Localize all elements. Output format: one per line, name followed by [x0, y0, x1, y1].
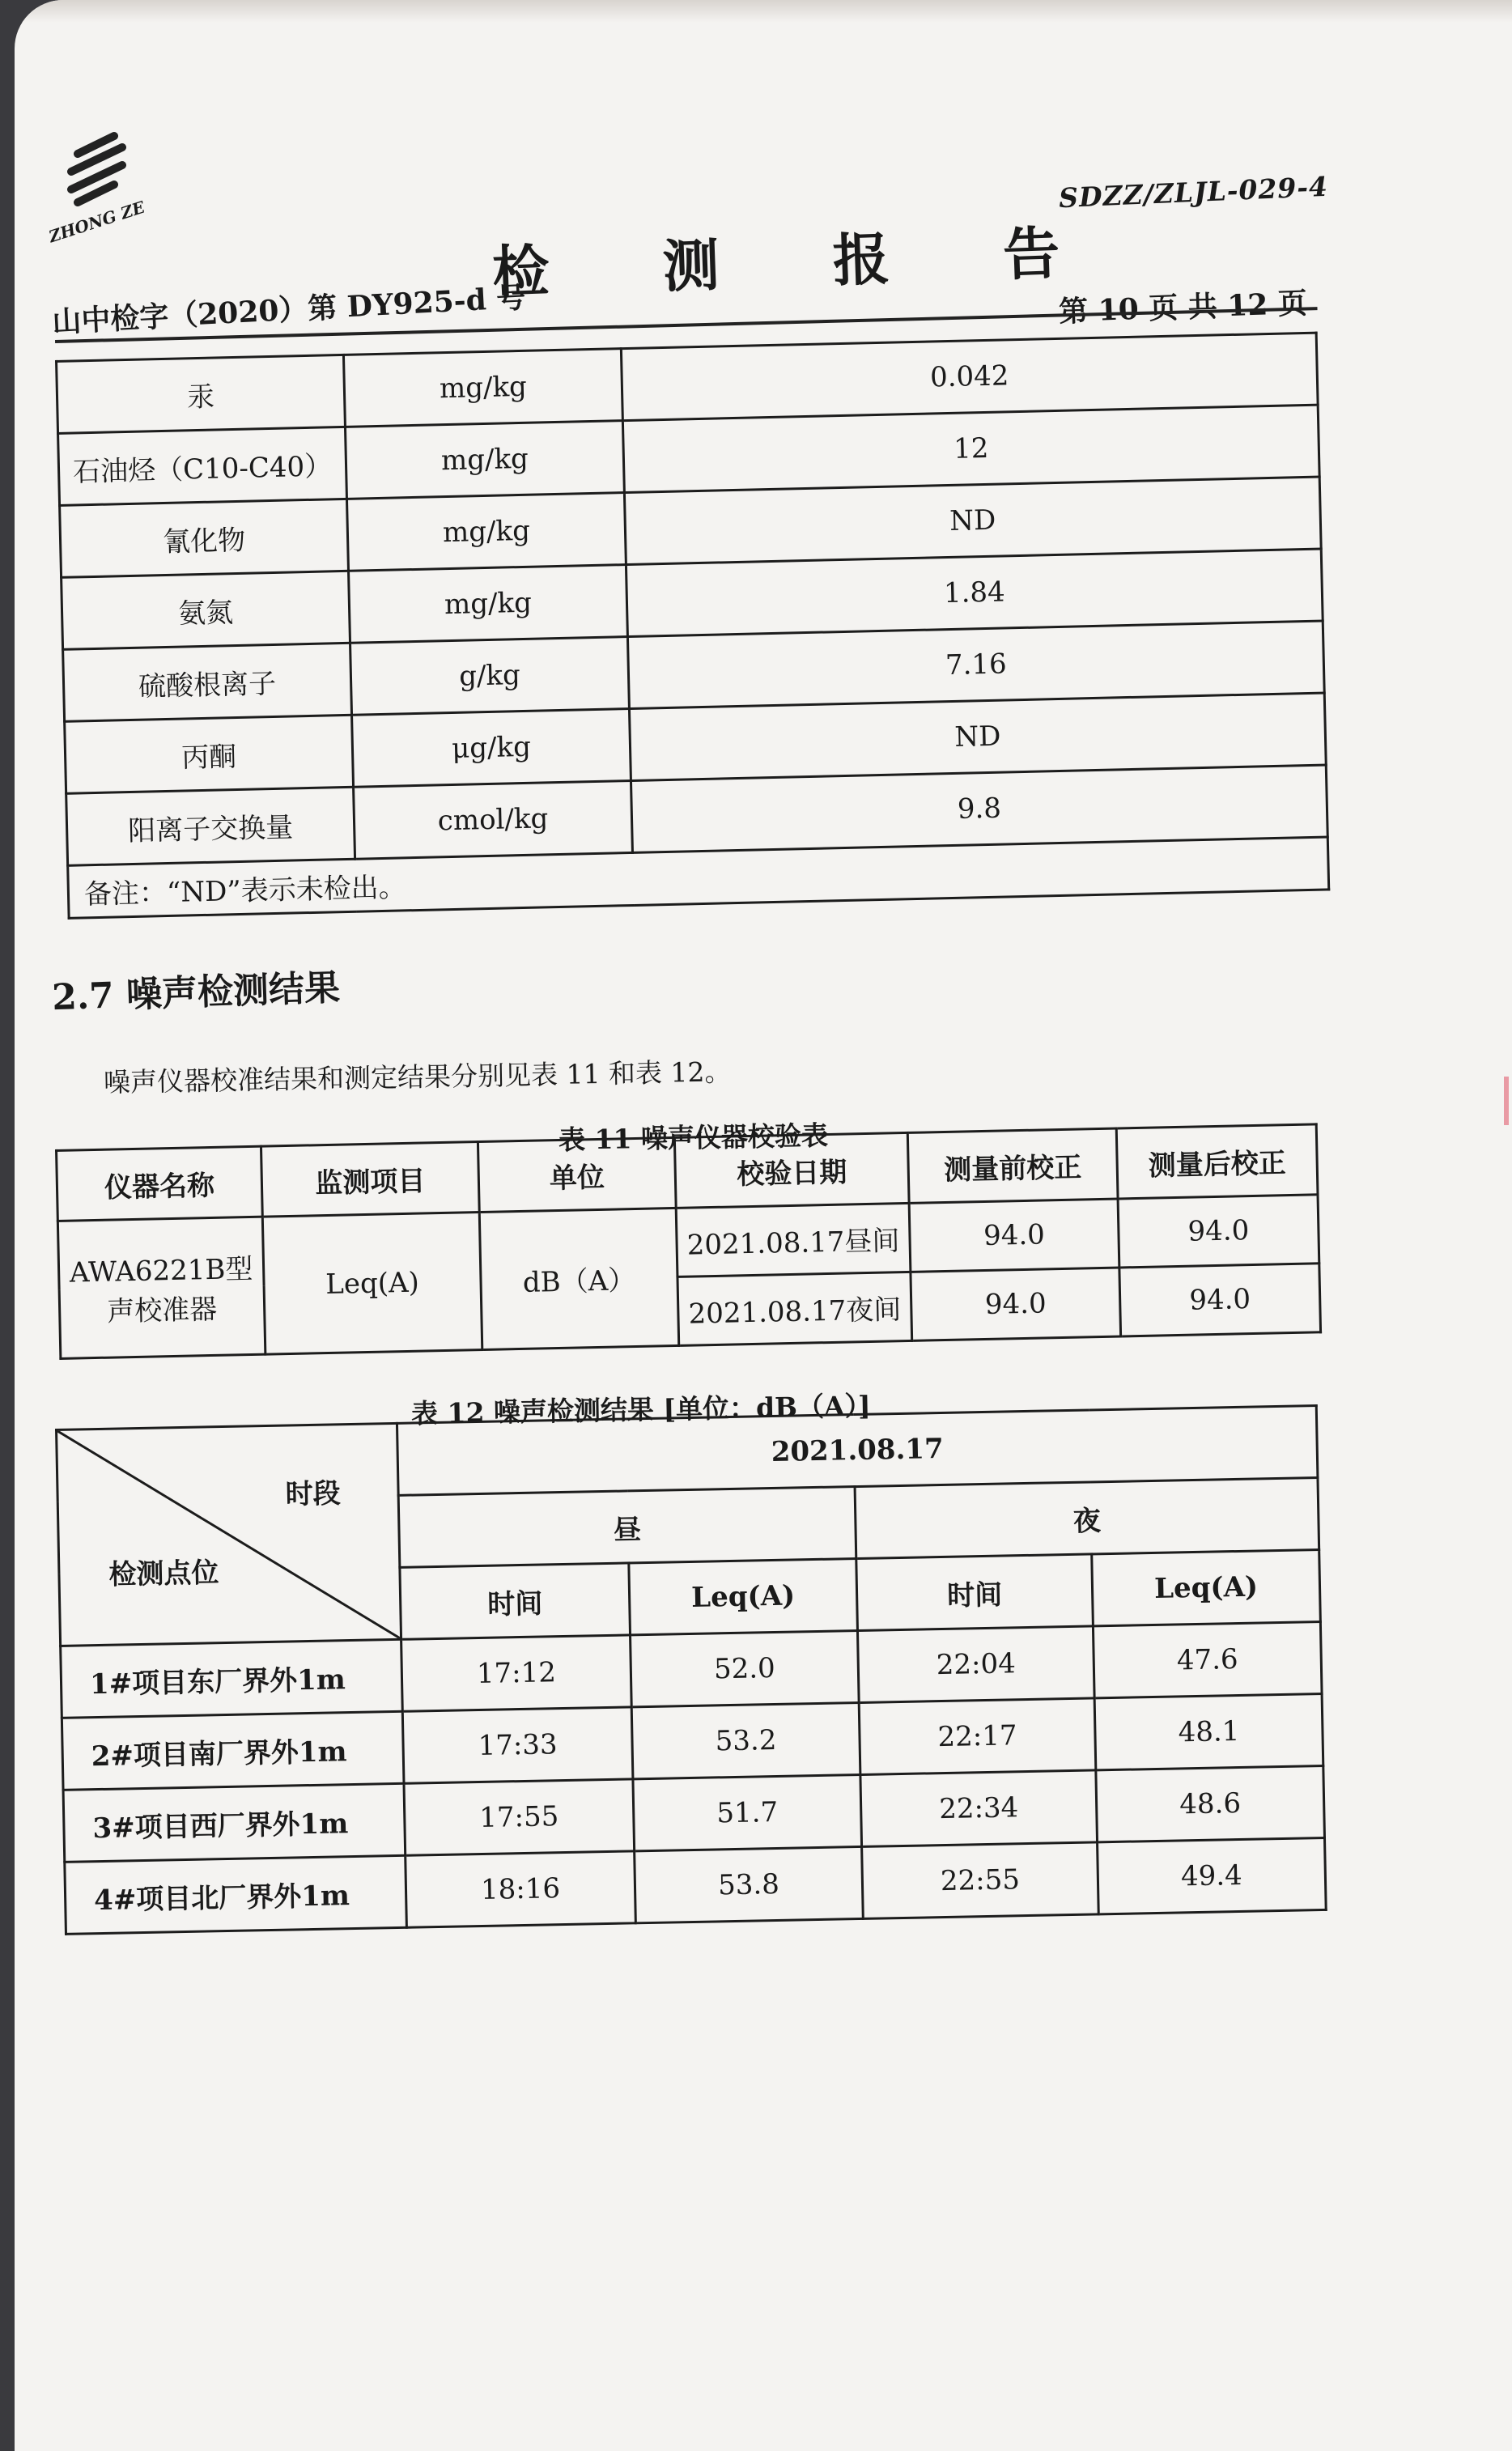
location-cell: 4#项目北厂界外1m — [65, 1855, 407, 1934]
day-leq: 53.2 — [631, 1702, 860, 1778]
day-leq: 53.8 — [635, 1846, 864, 1922]
col-header: 校验日期 — [674, 1132, 909, 1208]
day-time: 17:12 — [401, 1635, 632, 1711]
page-top-shadow — [15, 0, 1512, 23]
night-leq: 47.6 — [1093, 1622, 1322, 1698]
night-leq: 49.4 — [1098, 1837, 1327, 1914]
document-code: SDZZ/ZLJL-029-4 — [1058, 170, 1329, 215]
period-label: 时段 — [285, 1477, 341, 1511]
day-header: 昼 — [398, 1487, 856, 1568]
analyte-name: 氰化物 — [60, 499, 349, 577]
time-header: 时间 — [400, 1563, 631, 1639]
location-cell: 2#项目南厂界外1m — [62, 1711, 404, 1790]
night-header: 夜 — [855, 1478, 1319, 1559]
analyte-name: 丙酮 — [65, 715, 354, 793]
analyte-unit: g/kg — [350, 637, 630, 716]
table12-caption: 表 12 噪声检测结果 [单位：dB（A）] — [410, 1390, 872, 1429]
time-header: 时间 — [856, 1554, 1094, 1631]
night-leq: 48.6 — [1096, 1765, 1325, 1841]
date-header: 2021.08.17 — [397, 1406, 1317, 1496]
analyte-name: 氨氮 — [62, 571, 350, 649]
analyte-unit: mg/kg — [345, 421, 624, 499]
col-header: 测量前校正 — [907, 1128, 1118, 1203]
day-time: 17:55 — [404, 1779, 635, 1855]
night-time: 22:34 — [860, 1770, 1098, 1847]
analyte-unit: mg/kg — [343, 349, 622, 427]
monitor-item: Leq(A) — [262, 1213, 482, 1355]
night-leq: 48.1 — [1094, 1694, 1323, 1770]
day-leq: 51.7 — [633, 1774, 862, 1850]
page-title: 检 测 报 告 — [491, 217, 1108, 307]
analyte-name: 硫酸根离子 — [63, 643, 352, 721]
location-cell: 3#项目西厂界外1m — [63, 1783, 406, 1862]
diagonal-line — [57, 1425, 400, 1645]
page-number: 第 10 页 共 12 页 — [1058, 286, 1308, 329]
col-header: 测量后校正 — [1116, 1124, 1318, 1199]
table11-caption: 表 11 噪声仪器校验表 — [558, 1119, 829, 1156]
night-time: 22:04 — [857, 1626, 1094, 1703]
before-value: 94.0 — [911, 1268, 1121, 1340]
analyte-name: 汞 — [57, 355, 346, 433]
calibration-date: 2021.08.17夜间 — [677, 1272, 912, 1345]
night-time: 22:55 — [862, 1842, 1099, 1919]
diagonal-header-cell — [57, 1423, 401, 1646]
section-intro: 噪声仪器校准结果和测定结果分别见表 11 和表 12。 — [103, 1056, 732, 1098]
analyte-unit: μg/kg — [352, 709, 631, 788]
day-leq: 52.0 — [631, 1631, 860, 1707]
analyte-value: 0.042 — [621, 333, 1318, 420]
analyte-value: 7.16 — [627, 621, 1324, 708]
before-value: 94.0 — [909, 1199, 1119, 1272]
analyte-name: 石油烃（C10-C40） — [58, 427, 347, 505]
report-number: 山中检字（2020）第 DY925-d 号 — [51, 280, 527, 340]
col-header: 监测项目 — [261, 1142, 479, 1217]
diagonal-header — [57, 1425, 400, 1645]
analyte-unit: cmol/kg — [354, 780, 633, 859]
instrument-name — [57, 1217, 265, 1358]
analyte-unit: mg/kg — [348, 565, 627, 644]
location-label: 检测点位 — [108, 1557, 219, 1591]
day-time: 18:16 — [406, 1851, 636, 1927]
col-header: 仪器名称 — [57, 1146, 263, 1221]
location-cell: 1#项目东厂界外1m — [61, 1639, 403, 1718]
document-page — [15, 0, 1512, 2451]
leq-header: Leq(A) — [629, 1559, 858, 1635]
analyte-value: ND — [629, 693, 1326, 780]
calibration-table — [55, 1123, 1322, 1360]
after-value: 94.0 — [1118, 1195, 1319, 1268]
table-note: 备注：“ND”表示未检出。 — [68, 837, 1329, 918]
after-value: 94.0 — [1119, 1264, 1321, 1336]
analyte-unit: mg/kg — [346, 493, 626, 571]
night-time: 22:17 — [859, 1698, 1096, 1775]
noise-results-table — [55, 1404, 1327, 1935]
analyte-name: 阳离子交换量 — [66, 787, 355, 865]
leq-header: Leq(A) — [1092, 1550, 1321, 1626]
analyte-value: ND — [624, 477, 1321, 564]
instrument-model: AWA6221B型 — [69, 1252, 253, 1289]
instrument-type: 声校准器 — [106, 1293, 218, 1328]
page-edge-mark — [1504, 1077, 1509, 1125]
section-heading: 2.7 噪声检测结果 — [51, 966, 341, 1019]
analyte-value: 12 — [622, 405, 1319, 492]
unit-cell: dB（A） — [479, 1208, 679, 1349]
logo-text: ZHONG ZE — [46, 197, 147, 247]
col-header: 单位 — [478, 1137, 676, 1212]
analyte-value: 9.8 — [631, 765, 1327, 852]
analyte-value: 1.84 — [626, 549, 1323, 636]
day-time: 17:33 — [402, 1707, 633, 1783]
calibration-date: 2021.08.17昼间 — [676, 1203, 911, 1276]
soil-results-table — [55, 332, 1330, 920]
